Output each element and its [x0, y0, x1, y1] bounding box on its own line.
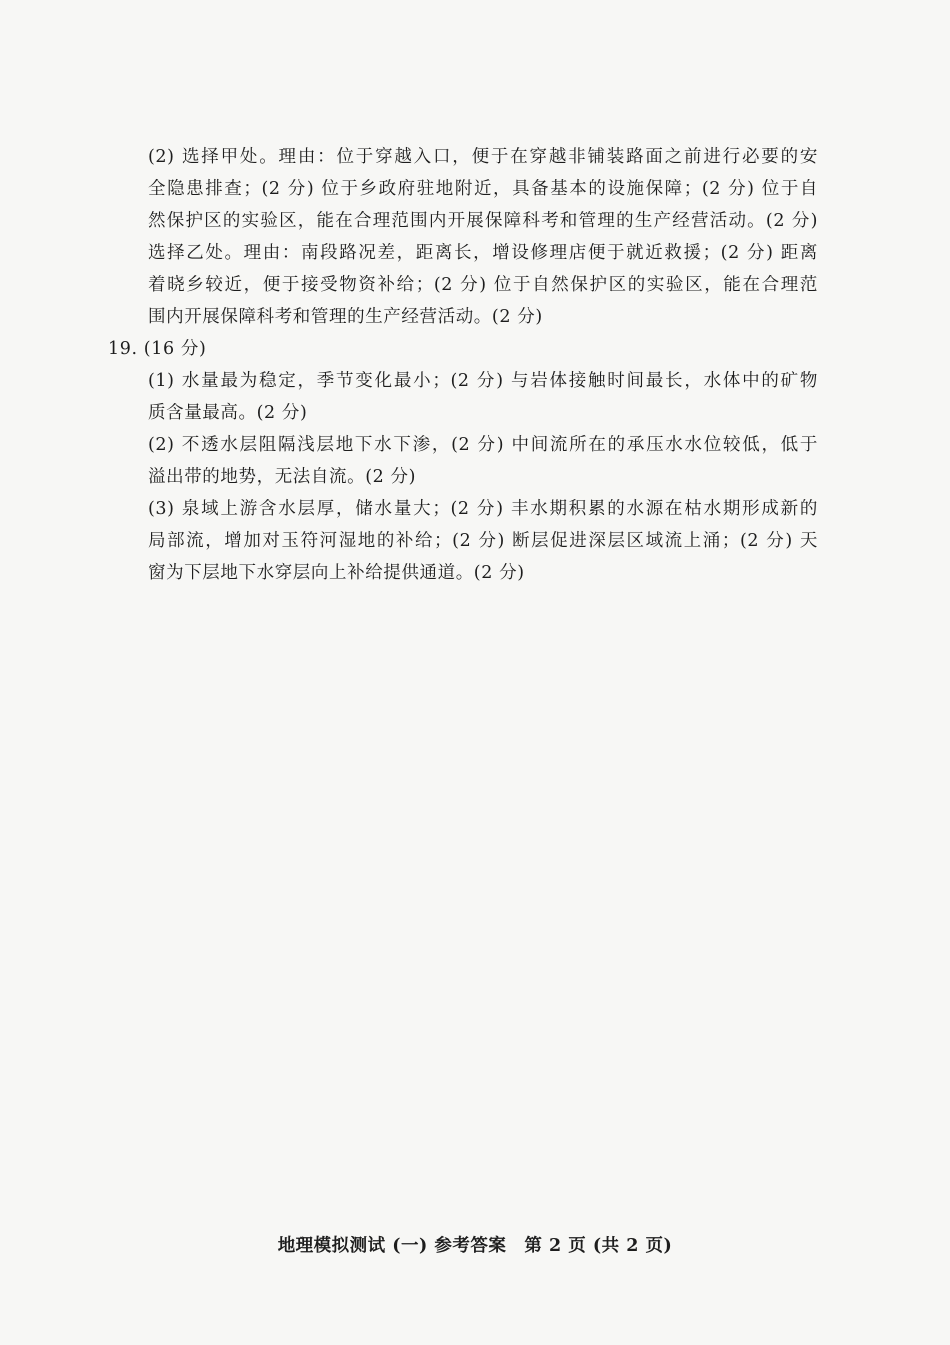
q19-header: 19. (16 分): [108, 339, 207, 359]
q18-option-a-line-1: (2) 选择甲处。理由：位于穿越入口，便于在穿越非铺装路面之前进行必要的安: [148, 147, 818, 167]
q19-part2-line-1: (2) 不透水层阻隔浅层地下水下渗，(2 分) 中间流所在的承压水水位较低，低于: [148, 435, 818, 455]
q19-part1-line-2: 质含量最高。(2 分): [148, 403, 308, 423]
q18-option-a-line-3: 然保护区的实验区，能在合理范围内开展保障科考和管理的生产经营活动。(2 分): [148, 211, 818, 231]
q19-part3-line-2: 局部流，增加对玉符河湿地的补给；(2 分) 断层促进深层区域流上涌；(2 分) 天: [148, 531, 818, 551]
q18-option-a-line-2: 全隐患排查；(2 分) 位于乡政府驻地附近，具备基本的设施保障；(2 分) 位于自: [148, 179, 818, 199]
q19-part1-line-1: (1) 水量最为稳定，季节变化最小；(2 分) 与岩体接触时间最长，水体中的矿物: [148, 371, 818, 391]
q19-part3-line-1: (3) 泉域上游含水层厚，储水量大；(2 分) 丰水期积累的水源在枯水期形成新的: [148, 499, 818, 519]
q18-option-b-line-3: 围内开展保障科考和管理的生产经营活动。(2 分): [148, 307, 543, 327]
q18-option-b-line-1: 选择乙处。理由：南段路况差，距离长，增设修理店便于就近救援；(2 分) 距离: [148, 243, 818, 263]
q19-part3-line-3: 窗为下层地下水穿层向上补给提供通道。(2 分): [148, 563, 525, 583]
q19-part2-line-2: 溢出带的地势，无法自流。(2 分): [148, 467, 417, 487]
q18-option-b-line-2: 着晓乡较近，便于接受物资补给；(2 分) 位于自然保护区的实验区，能在合理范: [148, 275, 818, 295]
page-footer: 地理模拟测试 (一) 参考答案 第 2 页 (共 2 页): [277, 1236, 673, 1256]
